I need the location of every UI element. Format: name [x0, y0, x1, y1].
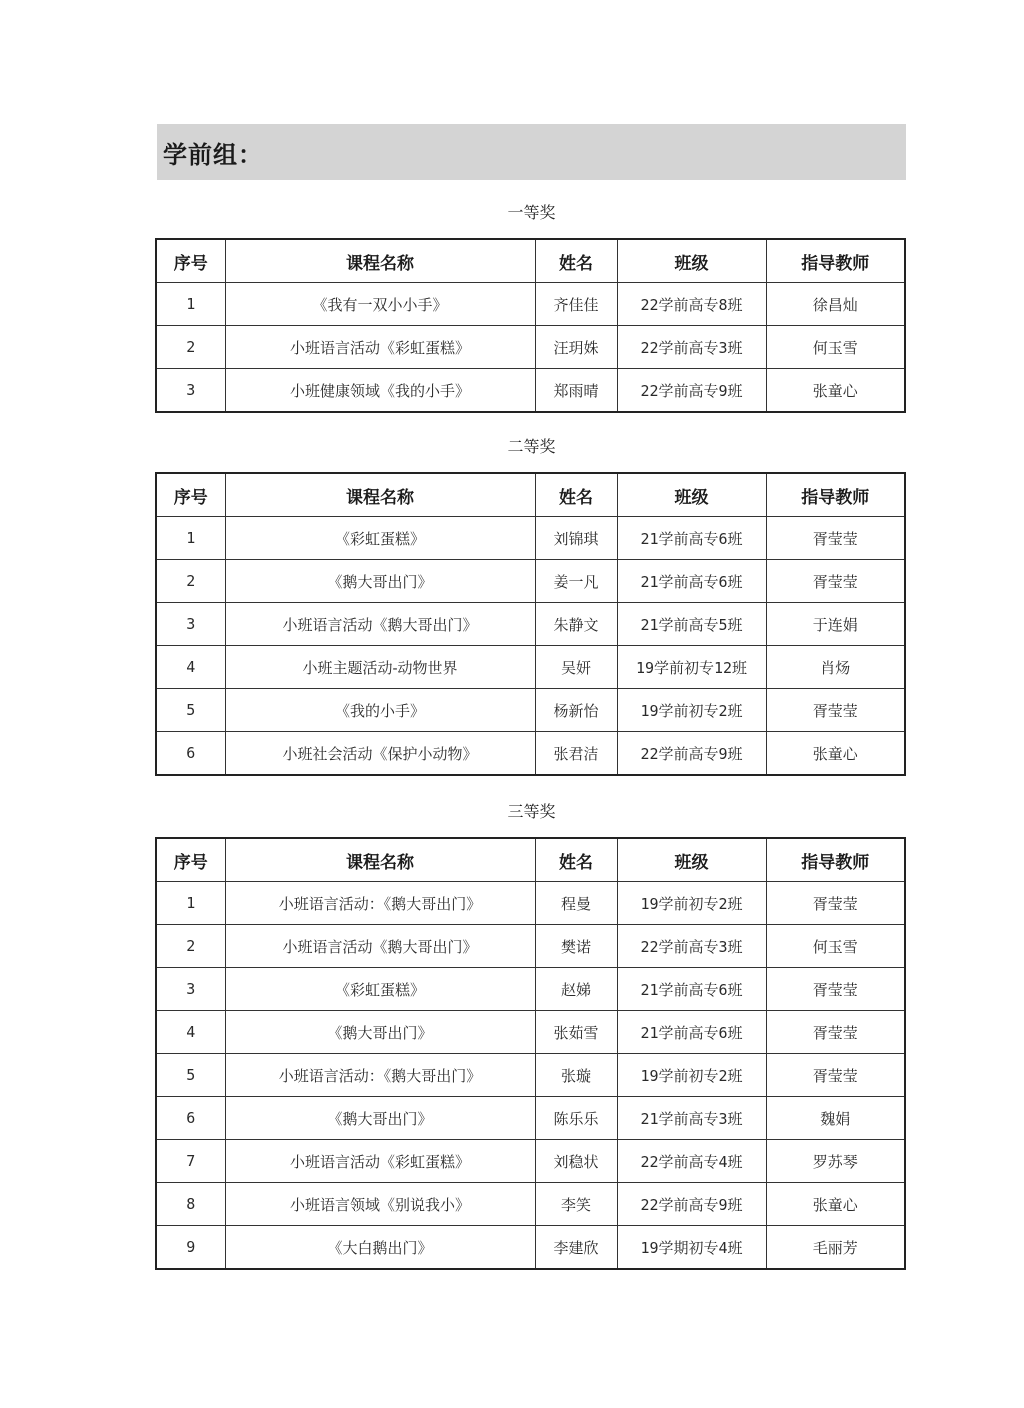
cell-course: 小班语言活动《鹅大哥出门》 — [225, 925, 535, 968]
cell-class: 21学前高专6班 — [617, 517, 766, 560]
col-index-header: 序号 — [156, 239, 225, 283]
cell-name: 郑雨晴 — [535, 369, 617, 413]
cell-class: 21学前高专3班 — [617, 1097, 766, 1140]
cell-course: 《彩虹蛋糕》 — [225, 968, 535, 1011]
cell-course: 小班语言领域《别说我小》 — [225, 1183, 535, 1226]
col-course-header: 课程名称 — [225, 838, 535, 882]
table-row — [156, 1226, 905, 1270]
cell-class: 19学前初专2班 — [617, 882, 766, 925]
cell-name: 刘锦琪 — [535, 517, 617, 560]
cell-class: 22学前高专9班 — [617, 1183, 766, 1226]
table-header-row — [156, 239, 905, 283]
col-teacher-header: 指导教师 — [766, 838, 905, 882]
col-name-header: 姓名 — [535, 473, 617, 517]
table-row — [156, 646, 905, 689]
table-row — [156, 560, 905, 603]
col-teacher-header: 指导教师 — [766, 239, 905, 283]
cell-teacher: 何玉雪 — [766, 925, 905, 968]
cell-name: 赵娣 — [535, 968, 617, 1011]
cell-class: 21学前高专6班 — [617, 968, 766, 1011]
cell-teacher: 张童心 — [766, 369, 905, 413]
cell-idx: 7 — [156, 1140, 225, 1183]
cell-name: 朱静文 — [535, 603, 617, 646]
cell-teacher: 胥莹莹 — [766, 968, 905, 1011]
cell-course: 小班语言活动：《鹅大哥出门》 — [225, 882, 535, 925]
cell-class: 19学期初专4班 — [617, 1226, 766, 1270]
table-row — [156, 1140, 905, 1183]
cell-teacher: 毛丽芳 — [766, 1226, 905, 1270]
cell-class: 22学前高专9班 — [617, 369, 766, 413]
cell-idx: 2 — [156, 925, 225, 968]
cell-idx: 1 — [156, 517, 225, 560]
cell-idx: 6 — [156, 1097, 225, 1140]
cell-idx: 5 — [156, 689, 225, 732]
group-heading-banner — [157, 124, 906, 180]
cell-name: 姜一凡 — [535, 560, 617, 603]
table-header-row — [156, 473, 905, 517]
cell-idx: 1 — [156, 882, 225, 925]
cell-idx: 2 — [156, 560, 225, 603]
cell-name: 张茹雪 — [535, 1011, 617, 1054]
cell-course: 《鹅大哥出门》 — [225, 1011, 535, 1054]
col-class-header: 班级 — [617, 239, 766, 283]
cell-name: 陈乐乐 — [535, 1097, 617, 1140]
table-row — [156, 369, 905, 413]
table-row — [156, 1011, 905, 1054]
cell-idx: 3 — [156, 968, 225, 1011]
table-row — [156, 283, 905, 326]
table-row — [156, 1054, 905, 1097]
cell-idx: 9 — [156, 1226, 225, 1270]
cell-name: 李建欣 — [535, 1226, 617, 1270]
cell-name: 刘稳状 — [535, 1140, 617, 1183]
cell-name: 齐佳佳 — [535, 283, 617, 326]
col-name-header: 姓名 — [535, 239, 617, 283]
group-heading: 学前组： — [163, 139, 263, 169]
award-table — [155, 238, 906, 413]
cell-course: 小班主题活动-动物世界 — [225, 646, 535, 689]
cell-class: 21学前高专6班 — [617, 1011, 766, 1054]
cell-teacher: 胥莹莹 — [766, 689, 905, 732]
cell-idx: 6 — [156, 732, 225, 776]
table-row — [156, 925, 905, 968]
cell-idx: 5 — [156, 1054, 225, 1097]
cell-teacher: 肖炀 — [766, 646, 905, 689]
cell-course: 小班语言活动《彩虹蛋糕》 — [225, 326, 535, 369]
table-row — [156, 603, 905, 646]
cell-name: 程曼 — [535, 882, 617, 925]
cell-class: 22学前高专3班 — [617, 326, 766, 369]
cell-course: 《鹅大哥出门》 — [225, 1097, 535, 1140]
cell-teacher: 胥莹莹 — [766, 517, 905, 560]
cell-idx: 1 — [156, 283, 225, 326]
col-index-header: 序号 — [156, 473, 225, 517]
cell-name: 樊诺 — [535, 925, 617, 968]
award-title: 三等奖 — [507, 802, 556, 821]
cell-name: 张君洁 — [535, 732, 617, 776]
cell-name: 杨新怡 — [535, 689, 617, 732]
cell-class: 21学前高专5班 — [617, 603, 766, 646]
col-course-header: 课程名称 — [225, 239, 535, 283]
cell-teacher: 张童心 — [766, 1183, 905, 1226]
cell-course: 《我有一双小小手》 — [225, 283, 535, 326]
cell-class: 22学前高专4班 — [617, 1140, 766, 1183]
table-row — [156, 968, 905, 1011]
cell-course: 《彩虹蛋糕》 — [225, 517, 535, 560]
table-row — [156, 517, 905, 560]
award-table — [155, 837, 906, 1270]
award-table — [155, 472, 906, 776]
cell-class: 22学前高专9班 — [617, 732, 766, 776]
cell-idx: 3 — [156, 603, 225, 646]
cell-teacher: 徐昌灿 — [766, 283, 905, 326]
cell-course: 小班社会活动《保护小动物》 — [225, 732, 535, 776]
cell-name: 张璇 — [535, 1054, 617, 1097]
col-index-header: 序号 — [156, 838, 225, 882]
cell-teacher: 张童心 — [766, 732, 905, 776]
cell-teacher: 胥莹莹 — [766, 1011, 905, 1054]
col-class-header: 班级 — [617, 838, 766, 882]
cell-idx: 3 — [156, 369, 225, 413]
cell-class: 22学前高专8班 — [617, 283, 766, 326]
cell-idx: 4 — [156, 1011, 225, 1054]
cell-teacher: 于连娟 — [766, 603, 905, 646]
cell-course: 小班健康领域《我的小手》 — [225, 369, 535, 413]
cell-idx: 4 — [156, 646, 225, 689]
table-row — [156, 1183, 905, 1226]
cell-course: 《鹅大哥出门》 — [225, 560, 535, 603]
cell-teacher: 罗苏琴 — [766, 1140, 905, 1183]
cell-teacher: 胥莹莹 — [766, 882, 905, 925]
cell-teacher: 胥莹莹 — [766, 1054, 905, 1097]
cell-course: 小班语言活动：《鹅大哥出门》 — [225, 1054, 535, 1097]
cell-course: 《我的小手》 — [225, 689, 535, 732]
award-title: 一等奖 — [507, 203, 556, 222]
award-title: 二等奖 — [507, 437, 556, 456]
table-row — [156, 732, 905, 776]
cell-course: 《大白鹅出门》 — [225, 1226, 535, 1270]
cell-name: 吴妍 — [535, 646, 617, 689]
col-class-header: 班级 — [617, 473, 766, 517]
cell-class: 19学前初专12班 — [617, 646, 766, 689]
cell-teacher: 胥莹莹 — [766, 560, 905, 603]
table-row — [156, 689, 905, 732]
cell-class: 21学前高专6班 — [617, 560, 766, 603]
cell-class: 19学前初专2班 — [617, 1054, 766, 1097]
table-row — [156, 1097, 905, 1140]
col-teacher-header: 指导教师 — [766, 473, 905, 517]
cell-name: 汪玥姝 — [535, 326, 617, 369]
cell-course: 小班语言活动《彩虹蛋糕》 — [225, 1140, 535, 1183]
col-course-header: 课程名称 — [225, 473, 535, 517]
cell-class: 22学前高专3班 — [617, 925, 766, 968]
table-row — [156, 326, 905, 369]
cell-name: 李笑 — [535, 1183, 617, 1226]
col-name-header: 姓名 — [535, 838, 617, 882]
table-header-row — [156, 838, 905, 882]
cell-teacher: 何玉雪 — [766, 326, 905, 369]
table-row — [156, 882, 905, 925]
cell-idx: 2 — [156, 326, 225, 369]
cell-idx: 8 — [156, 1183, 225, 1226]
cell-class: 19学前初专2班 — [617, 689, 766, 732]
cell-teacher: 魏娟 — [766, 1097, 905, 1140]
cell-course: 小班语言活动《鹅大哥出门》 — [225, 603, 535, 646]
